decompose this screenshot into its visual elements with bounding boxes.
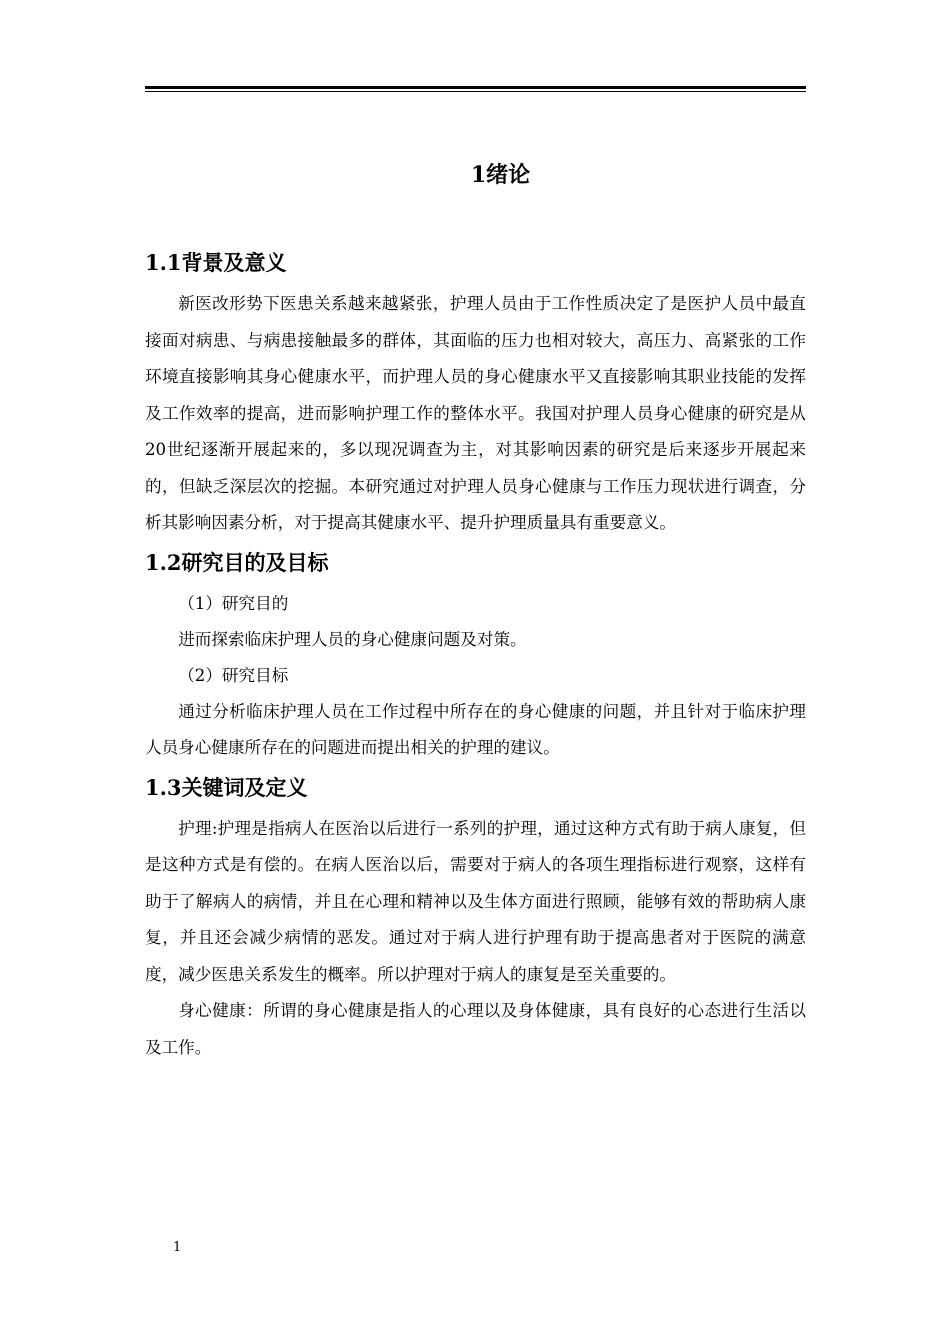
paragraph-purpose: 进而探索临床护理人员的身心健康问题及对策。 <box>178 629 527 649</box>
paragraph-nursing-definition: 护理:护理是指病人在医治以后进行一系列的护理，通过这种方式有助于病人康复，但是这种方式是有偿的。在病人医治以后，需要对于病人的各项生理指标进行观察，这样有助于了解病人的病情，并且在心理和精神以及生体方面进行照顾，能够有效的帮助病人康复，并且还会减少病情的恶发。通过对于病人进行护理有助于提高患者对于医院的满意度，减少医患关系发生的概率。所以护理对于病人的康复是至关重要的。 <box>145 818 806 984</box>
header-rule-thick <box>145 86 806 89</box>
paragraph-goal: 通过分析临床护理人员在工作过程中所存在的身心健康的问题，并且针对于临床护理人员身心健康所存在的问题进而提出相关的护理的建议。 <box>145 701 806 757</box>
header-rule-thin <box>145 91 806 92</box>
chapter-title: 1绪论 <box>470 162 531 188</box>
paragraph-health-definition: 身心健康：所谓的身心健康是指人的心理以及身体健康，具有良好的心态进行生活以及工作。 <box>145 1001 806 1057</box>
list-item-goal-label: （2）研究目标 <box>178 665 289 685</box>
paragraph-background: 新医改形势下医患关系越来越紧张，护理人员由于工作性质决定了是医护人员中最直接面对病患、与病患接触最多的群体，其面临的压力也相对较大，高压力、高紧张的工作环境直接影响其身心健康水平，而护理人员的身心健康水平又直接影响其职业技能的发挥及工作效率的提高，进而影响护理工作的整体水平。我国对护理人员身心健康的研究是从20世纪逐渐开展起来的，多以现况调查为主，对其影响因素的研究是后来逐步开展起来的，但缺乏深层次的挖掘。本研究通过对护理人员身心健康与工作压力现状进行调查，分析其影响因素分析，对于提高其健康水平、提升护理质量具有重要意义。 <box>145 294 806 532</box>
page-number: 1 <box>173 1240 182 1255</box>
section-heading-background: 1.1背景及意义 <box>145 250 287 275</box>
list-item-purpose-label: （1）研究目的 <box>178 593 289 613</box>
section-heading-keywords: 1.3关键词及定义 <box>145 774 308 800</box>
section-heading-objectives: 1.2研究目的及目标 <box>145 549 329 575</box>
document-body <box>145 248 806 1066</box>
